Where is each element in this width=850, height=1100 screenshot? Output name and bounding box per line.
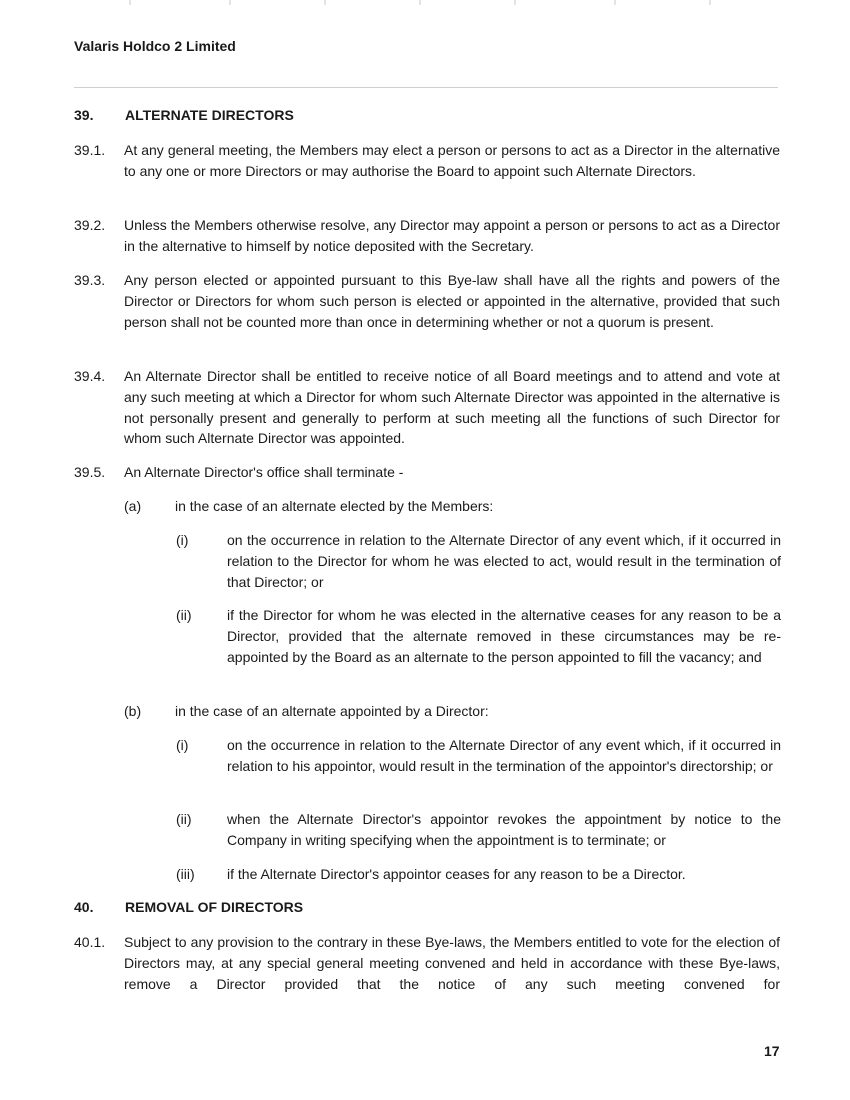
header-rule xyxy=(74,87,778,88)
item-marker-b-ii: (ii) xyxy=(176,811,192,827)
clause-40-1: Subject to any provision to the contrary in these Bye-laws, the Members entitled to vote for the election of Directors may, at any special general meeting convened and held in accordance with these Bye-laws, remove a Director provided that the notice of any such meeting convened for xyxy=(124,934,780,992)
item-marker-b-i: (i) xyxy=(176,737,189,753)
scan-edge-marks xyxy=(0,0,850,8)
clause-number-39-2: 39.2. xyxy=(74,217,106,233)
item-b-iii: if the Alternate Director's appointor ceases for any reason to be a Director. xyxy=(227,866,686,882)
item-b-ii: when the Alternate Director's appointor revokes the appointment by notice to the Company in writing specifying when the appointment is to terminate; or xyxy=(227,811,781,848)
subclause-a: in the case of an alternate elected by the Members: xyxy=(175,498,494,514)
item-b-i: on the occurrence in relation to the Alternate Director of any event which, if it occurred in relation to his appointor, would result in the termination of the appointor's directorship; or xyxy=(227,737,781,774)
clause-number-40-1: 40.1. xyxy=(74,934,106,950)
clause-39-5: An Alternate Director's office shall terminate - xyxy=(124,464,404,480)
item-marker-a-i: (i) xyxy=(176,532,189,548)
section-title: REMOVAL OF DIRECTORS xyxy=(125,899,304,915)
item-a-ii: if the Director for whom he was elected in the alternative ceases for any reason to be a Director, provided that the alternate removed in these circumstances may be re-appointed by the Board as an alternate to the person appointed to fill the vacancy; and xyxy=(227,607,781,665)
subclause-marker-a: (a) xyxy=(124,498,142,514)
clause-number-39-3: 39.3. xyxy=(74,272,106,288)
subclause-marker-b: (b) xyxy=(124,703,142,719)
clause-39-3: Any person elected or appointed pursuant to this Bye-law shall have all the rights and powers of the Director or Directors for whom such person is elected or appointed in the alternative, provided that such person shall not be counted more than once in determining whether or not a quorum is present. xyxy=(124,272,780,330)
section-number: 39. xyxy=(74,107,94,123)
item-marker-a-ii: (ii) xyxy=(176,607,192,623)
item-marker-b-iii: (iii) xyxy=(176,866,195,882)
section-number: 40. xyxy=(74,899,94,915)
clause-number-39-4: 39.4. xyxy=(74,368,106,384)
company-name: Valaris Holdco 2 Limited xyxy=(74,38,236,54)
clause-number-39-5: 39.5. xyxy=(74,464,106,480)
page-number: 17 xyxy=(764,1043,780,1059)
section-title: ALTERNATE DIRECTORS xyxy=(125,107,294,123)
subclause-b: in the case of an alternate appointed by a Director: xyxy=(175,703,489,719)
clause-39-2: Unless the Members otherwise resolve, any Director may appoint a person or persons to act as a Director in the alternative to himself by notice deposited with the Secretary. xyxy=(124,217,780,254)
clause-39-4: An Alternate Director shall be entitled to receive notice of all Board meetings and to attend and vote at any such meeting at which a Director for whom such Alternate Director was appointed in the alternative is not personally present and generally to perform at such meeting all the functions of such Director for whom such Alternate Director was appointed. xyxy=(124,368,780,447)
clause-39-1: At any general meeting, the Members may elect a person or persons to act as a Director in the alternative to any one or more Directors or may authorise the Board to appoint such Alternate Directors. xyxy=(124,142,780,179)
item-a-i: on the occurrence in relation to the Alternate Director of any event which, if it occurred in relation to the Director for whom he was elected to act, would result in the termination of that Director; or xyxy=(227,532,781,590)
clause-number-39-1: 39.1. xyxy=(74,142,106,158)
